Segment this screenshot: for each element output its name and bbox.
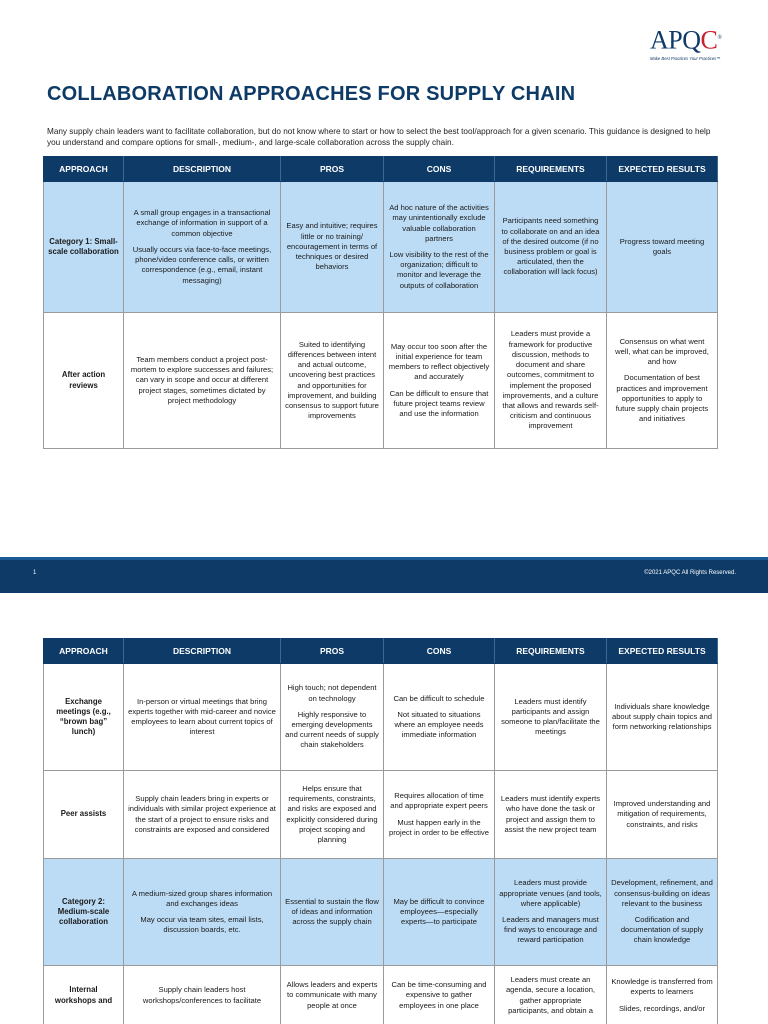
cons-cell	[384, 182, 495, 313]
logo-wordmark: APQC®	[650, 25, 722, 55]
header-requirements: REQUIREMENTS	[495, 157, 607, 182]
requirements-cell	[495, 771, 607, 859]
pros-cell	[281, 313, 384, 449]
expected-results-cell	[607, 182, 718, 313]
expected-results-cell	[607, 771, 718, 859]
cell-paragraph: Knowledge is transferred from experts to learners	[611, 977, 713, 997]
cell-paragraph: Ad hoc nature of the activities may unintentionally exclude valuable collaboration partners	[389, 203, 489, 243]
description-cell	[124, 966, 281, 1024]
pros-cell	[281, 664, 384, 771]
description-cell	[124, 771, 281, 859]
cell-paragraph: Leaders must provide a framework for productive discussion, methods to document and share outcomes, commitment to implement the proposed improvements, and a culture that allows and rewards self-criticism and continuous improvement	[502, 329, 599, 431]
cell-paragraph: Can be difficult to ensure that future project teams review and use the information	[389, 388, 489, 418]
cell-paragraph: Leaders must identify experts who have done the task or project and assign them to assist the new project team	[500, 794, 601, 834]
expected-results-cell	[607, 664, 718, 771]
intro-paragraph: Many supply chain leaders want to facilitate collaboration, but do not know where to start or how to select the best tool/approach for a given scenario. This guidance is designed to help you understand and compare options for small-, medium-, and large-scale collaboration across the supply chain.	[47, 127, 711, 147]
requirements-cell	[495, 966, 607, 1024]
page-footer	[0, 557, 768, 593]
cell-paragraph: Supply chain leaders bring in experts or individuals with similar project experience at the start of a project to ensure risks and constraints are exposed and considered	[128, 794, 276, 834]
cell-paragraph: Leaders and managers must find ways to encourage and reward participation	[502, 915, 599, 945]
description-cell	[124, 313, 281, 449]
cell-paragraph: May occur via team sites, email lists, discussion boards, etc.	[140, 915, 264, 935]
apqc-logo	[650, 24, 742, 64]
table-row	[44, 859, 718, 966]
cell-paragraph: Consensus on what went well, what can be improved, and how	[615, 336, 709, 367]
table-row	[44, 771, 718, 859]
cons-cell	[384, 859, 495, 966]
pros-cell	[281, 182, 384, 313]
cell-paragraph: Usually occurs via face-to-face meetings, phone/video conference calls, or written correspondence (e.g., email, instant messaging)	[132, 244, 272, 285]
cons-cell	[384, 771, 495, 859]
cons-cell	[384, 313, 495, 449]
header-pros: PROS	[281, 157, 384, 182]
table-header-row	[44, 157, 718, 182]
header-approach: APPROACH	[44, 639, 124, 664]
page-number: 1	[33, 570, 37, 576]
cell-paragraph: Individuals share knowledge about supply chain topics and form networking relationships	[611, 701, 713, 732]
approach-cell: Exchange meetings (e.g., “brown bag” lunch)	[44, 664, 124, 771]
cell-paragraph: A medium-sized group shares information and exchanges ideas	[131, 888, 273, 908]
table-row	[44, 664, 718, 771]
table-row	[44, 966, 718, 1024]
cell-paragraph: Leaders must identify participants and assign someone to plan/facilitate the meetings	[501, 696, 600, 737]
cell-paragraph: Highly responsive to emerging developments and current needs of supply chain stakeholders	[285, 709, 379, 750]
cell-paragraph: Allows leaders and experts to communicate with many people at once	[286, 980, 378, 1010]
cell-paragraph: Suited to identifying differences between intent and actual outcome, uncovering best practices and opportunities for improvement, and building consensus to support future improvements	[285, 339, 379, 421]
cell-paragraph: Can be difficult to schedule	[393, 693, 485, 703]
header-description: DESCRIPTION	[124, 157, 281, 182]
requirements-cell	[495, 664, 607, 771]
cell-paragraph: High touch; not dependent on technology	[287, 683, 377, 703]
header-description: DESCRIPTION	[124, 639, 281, 664]
approach-cell: Peer assists	[44, 771, 124, 859]
cons-cell	[384, 966, 495, 1024]
cell-paragraph: Low visibility to the rest of the organization; difficult to monitor and leverage the outputs of collaboration	[389, 250, 489, 290]
cell-paragraph: Participants need something to collaborate on and an idea of the desired outcome (if no business problem or goal is articulated, then the collaboration will lack focus)	[501, 216, 600, 277]
cell-paragraph: Slides, recordings, and/or	[618, 1003, 706, 1013]
header-expected-results: EXPECTED RESULTS	[607, 157, 718, 182]
description-cell	[124, 182, 281, 313]
cell-paragraph: Easy and intuitive; requires little or no training/ encouragement in terms of techniques or desired behaviors	[286, 221, 378, 272]
cell-paragraph: Helps ensure that requirements, constraints, and risks are exposed and explicitly considered during project scoping and planning	[286, 783, 378, 844]
description-cell	[124, 664, 281, 771]
cell-paragraph: Team members conduct a project post-mortem to explore successes and failures; can vary in scope and occur at different project stages, sometimes dictated by project methodology	[130, 354, 274, 405]
expected-results-cell	[607, 859, 718, 966]
cell-paragraph: Not situated to situations where an employee needs immediate information	[394, 709, 484, 740]
pros-cell	[281, 771, 384, 859]
copyright-notice: ©2021 APQC All Rights Reserved.	[644, 570, 736, 576]
cell-paragraph: Must happen early in the project in order to be effective	[389, 817, 489, 837]
expected-results-cell	[607, 313, 718, 449]
approaches-table-2	[43, 638, 718, 1024]
header-expected-results: EXPECTED RESULTS	[607, 639, 718, 664]
description-cell	[124, 859, 281, 966]
cons-cell	[384, 664, 495, 771]
cell-paragraph: Progress toward meeting goals	[619, 236, 705, 256]
header-cons: CONS	[384, 157, 495, 182]
cell-paragraph: A small group engages in a transactional exchange of information in support of a common objective	[133, 208, 271, 238]
approach-cell: Category 2: Medium-scale collaboration	[44, 859, 124, 966]
cell-paragraph: Leaders must provide appropriate venues (and tools, where applicable)	[499, 878, 602, 908]
table-header-row	[44, 639, 718, 664]
approach-cell: Category 1: Small-scale collaboration	[44, 182, 124, 313]
header-cons: CONS	[384, 639, 495, 664]
cell-paragraph: Requires allocation of time and appropriate expert peers	[390, 791, 488, 811]
table-row	[44, 313, 718, 449]
cell-paragraph: Improved understanding and mitigation of requirements, constraints, and risks	[613, 799, 711, 829]
requirements-cell	[495, 313, 607, 449]
requirements-cell	[495, 182, 607, 313]
pros-cell	[281, 859, 384, 966]
expected-results-cell	[607, 966, 718, 1024]
cell-paragraph: May be difficult to convince employees—especially experts—to participate	[393, 896, 485, 927]
cell-paragraph: Codification and documentation of supply chain knowledge	[620, 915, 704, 945]
cell-paragraph: In-person or virtual meetings that bring experts together with mid-career and novice employees to learn about current topics of interest	[128, 696, 276, 737]
page-title: COLLABORATION APPROACHES FOR SUPPLY CHAIN	[47, 83, 576, 105]
header-requirements: REQUIREMENTS	[495, 639, 607, 664]
cell-paragraph: Supply chain leaders host workshops/conferences to facilitate	[142, 985, 262, 1005]
cell-paragraph: Development, refinement, and consensus-building on ideas relevant to the business	[611, 878, 713, 908]
logo-tagline: Make Best Practices Your Practices™	[650, 55, 721, 61]
cell-paragraph: Can be time-consuming and expensive to gather employees in one place	[391, 980, 487, 1010]
header-approach: APPROACH	[44, 157, 124, 182]
approach-cell: After action reviews	[44, 313, 124, 449]
cell-paragraph: Essential to sustain the flow of ideas and information across the supply chain	[285, 896, 379, 927]
header-pros: PROS	[281, 639, 384, 664]
approaches-table-1	[43, 156, 718, 449]
pros-cell	[281, 966, 384, 1024]
cell-paragraph: Documentation of best practices and improvement opportunities to apply to future supply chain projects and initiatives	[615, 373, 709, 424]
cell-paragraph: Leaders must create an agenda, secure a location, gather appropriate participants, and obtain a	[505, 975, 596, 1015]
cell-paragraph: May occur too soon after the initial experience for team members to reflect objectively and accurately	[388, 341, 490, 382]
requirements-cell	[495, 859, 607, 966]
table-row	[44, 182, 718, 313]
approach-cell: Internal workshops and	[44, 966, 124, 1024]
